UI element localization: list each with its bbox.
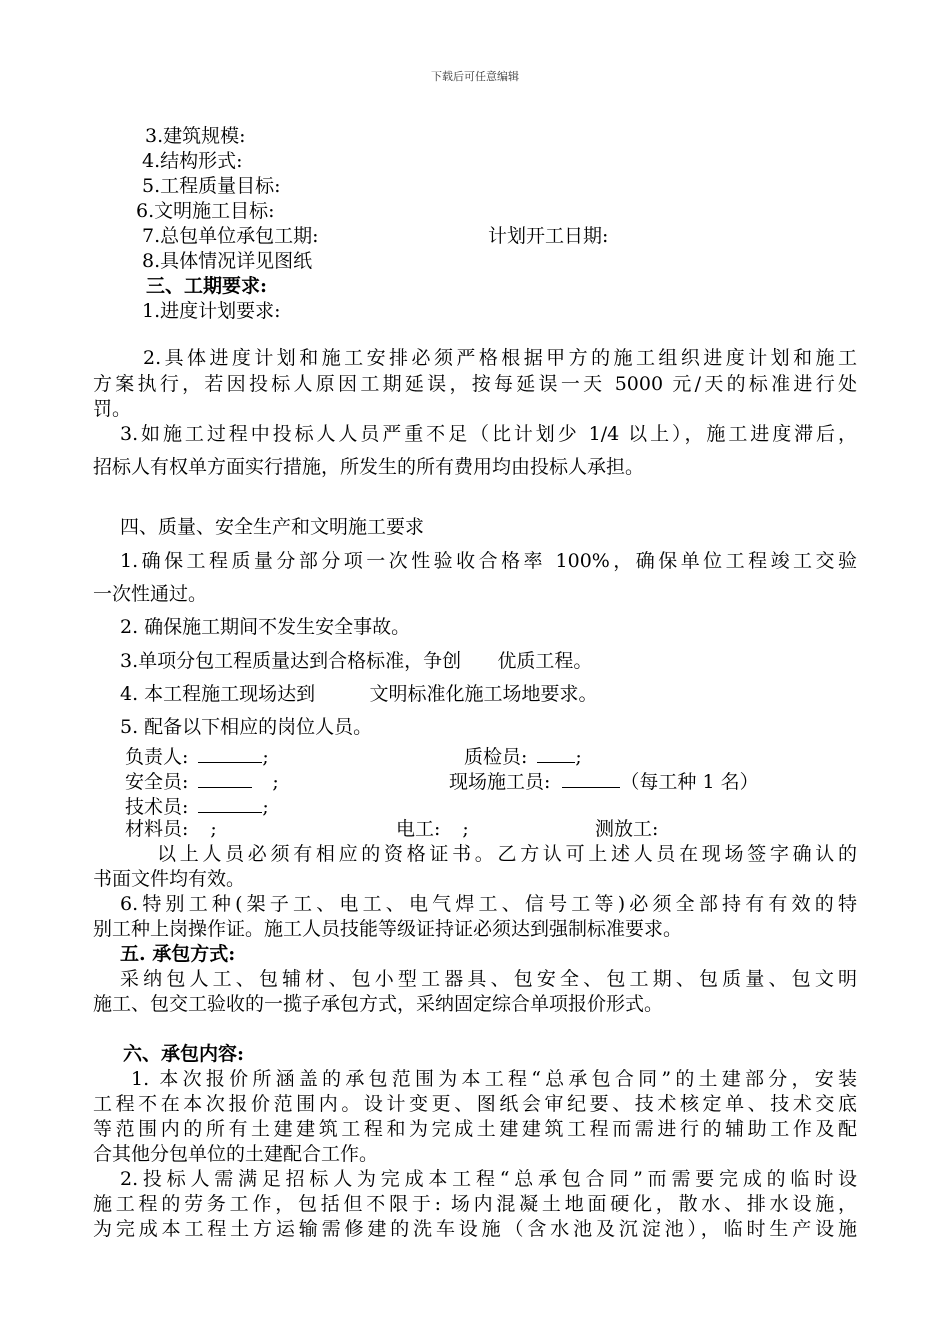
role-leader: 负责人: ; <box>125 743 269 768</box>
item-civilized-target: 6.文明施工目标: <box>136 200 275 222</box>
role-surveyor: 测放工: <box>595 818 659 840</box>
item-contract-period: 7.总包单位承包工期: <box>142 225 319 247</box>
role-site-worker: 现场施工员: （每工种 1 名） <box>449 768 759 793</box>
sec4-p6-line2: 别工种上岗操作证。施工人员技能等级证持证必须达到强制标准要求。 <box>93 918 683 940</box>
sec4-p5: 5. 配备以下相应的岗位人员。 <box>120 716 373 738</box>
section-4-title: 四、质量、安全生产和文明施工要求 <box>120 516 425 538</box>
page-header: 下载后可任意编辑 <box>431 70 519 83</box>
sec5-line1: 采纳包人工、包辅材、包小型工器具、包安全、包工期、包质量、包文明 <box>120 968 857 990</box>
sec3-p2-line2: 方案执行，若因投标人原因工期延误，按每延误一天 5000 元/天的标准进行处 <box>93 373 857 395</box>
sec4-p1-line1: 1.确保工程质量分部分项一次性验收合格率 100%，确保单位工程竣工交验 <box>120 550 857 572</box>
sec3-p2-line1: 2.具体进度计划和施工安排必须严格根据甲方的施工组织进度计划和施工 <box>143 347 857 369</box>
section-5-title: 五. 承包方式: <box>120 943 236 965</box>
blank-line <box>562 768 620 788</box>
role-inspector: 质检员: ; <box>464 743 582 768</box>
item-see-drawings: 8.具体情况详见图纸 <box>142 250 313 272</box>
sec3-p2-line3: 罚。 <box>93 398 132 420</box>
blank-line <box>537 743 575 763</box>
sec4-qual-line1: 以上人员必须有相应的资格证书。乙方认可上述人员在现场签字确认的 <box>157 843 857 865</box>
blank-line <box>198 768 252 788</box>
item-structure-type: 4.结构形式: <box>142 150 243 172</box>
sec6-p2-line3: 为完成本工程土方运输需修建的洗车设施（含水池及沉淀池），临时生产设施 <box>93 1218 857 1240</box>
blank-line <box>198 743 262 763</box>
item-start-date: 计划开工日期: <box>488 225 609 247</box>
section-6-title: 六、承包内容: <box>123 1043 245 1065</box>
sec3-p3-line2: 招标人有权单方面实行措施，所发生的所有费用均由投标人承担。 <box>93 456 645 478</box>
sec6-p2-line2: 施工程的劳务工作，包括但不限于: 场内混凝土地面硬化，散水、排水设施， <box>93 1193 857 1215</box>
sec5-line2: 施工、包交工验收的一揽子承包方式，采纳固定综合单项报价形式。 <box>93 993 664 1015</box>
role-safety: 安全员: ; <box>125 768 279 793</box>
sec4-p6-line1: 6.特别工种(架子工、电工、电气焊工、信号工等)必须全部持有有效的特 <box>120 893 857 915</box>
sec6-p1-line2: 工程不在本次报价范围内。设计变更、图纸会审纪要、技术核定单、技术交底 <box>93 1093 857 1115</box>
sec4-p2: 2. 确保施工期间不发生安全事故。 <box>120 616 411 638</box>
role-electrician: 电工: ; <box>396 818 469 840</box>
sec6-p1-line1: 1. 本次报价所涵盖的承包范围为本工程“总承包合同”的土建部分，安装 <box>131 1068 857 1090</box>
sec4-p3: 3.单项分包工程质量达到合格标准，争创 优质工程。 <box>120 650 593 672</box>
sec4-qual-line2: 书面文件均有效。 <box>93 868 246 890</box>
item-quality-target: 5.工程质量目标: <box>142 175 281 197</box>
sec4-p4: 4. 本工程施工现场达到 文明标准化施工场地要求。 <box>120 683 598 705</box>
sec4-p1-line2: 一次性通过。 <box>93 583 208 605</box>
sec6-p2-line1: 2.投标人需满足招标人为完成本工程“总承包合同”而需要完成的临时设 <box>120 1168 857 1190</box>
blank-line <box>198 793 262 813</box>
sec6-p1-line4: 合其他分包单位的土建配合工作。 <box>93 1143 379 1165</box>
item-building-scale: 3.建筑规模: <box>145 125 246 147</box>
sec3-p3-line1: 3.如施工过程中投标人人员严重不足（比计划少 1/4 以上），施工进度滞后， <box>120 423 857 445</box>
section-3-title: 三、工期要求: <box>146 275 268 297</box>
sec6-p1-line3: 等范围内的所有土建建筑工程和为完成土建建筑工程而需进行的辅助工作及配 <box>93 1118 857 1140</box>
role-technician: 技术员: ; <box>125 793 269 818</box>
sec3-p1: 1.进度计划要求: <box>142 300 281 322</box>
role-material: 材料员: ; <box>125 818 217 840</box>
